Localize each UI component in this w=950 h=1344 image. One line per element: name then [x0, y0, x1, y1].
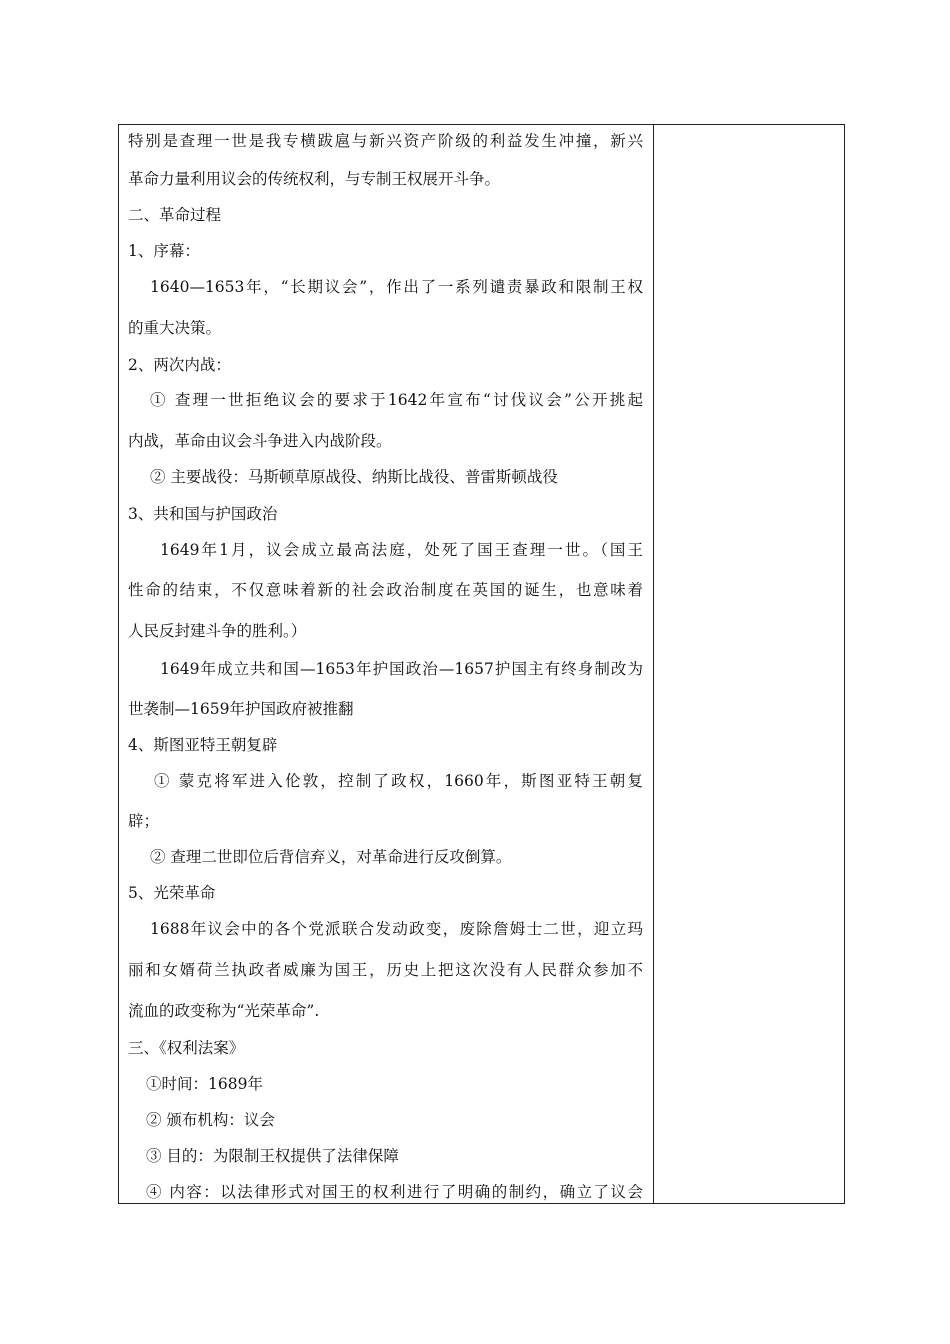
text-line: 世袭制—1659年护国政府被推翻: [128, 700, 354, 718]
text-line: 丽和女婿荷兰执政者威廉为国王，历史上把这次没有人民群众参加不: [128, 961, 643, 979]
text-line: ② 主要战役：马斯顿草原战役、纳斯比战役、普雷斯顿战役: [150, 468, 558, 486]
text-line: 1649年1月，议会成立最高法庭，处死了国王查理一世。（国王: [160, 541, 643, 559]
text-line: 人民反封建斗争的胜利。）: [128, 622, 307, 640]
text-line: ③ 目的：为限制王权提供了法律保障: [146, 1147, 399, 1165]
text-line: 特别是查理一世是我专横跋扈与新兴资产阶级的利益发生冲撞，新兴: [128, 132, 643, 150]
text-line: 内战，革命由议会斗争进入内战阶段。: [128, 432, 392, 450]
text-line: ④ 内容：以法律形式对国王的权利进行了明确的制约，确立了议会: [146, 1183, 643, 1201]
text-line: 1649年成立共和国—1653年护国政治—1657护国主有终身制改为: [160, 660, 643, 678]
text-line: 1640—1653年，“长期议会”，作出了一系列谴责暴政和限制王权: [150, 278, 643, 296]
text-line: ② 查理二世即位后背信弃义，对革命进行反攻倒算。: [150, 848, 512, 866]
section-heading: 二、革命过程: [128, 206, 222, 224]
text-line: 性命的结束，不仅意味着新的社会政治制度在英国的诞生，也意味着: [128, 581, 643, 599]
text-line: ② 颁布机构：议会: [146, 1111, 275, 1129]
subsection-heading: 1、序幕：: [128, 242, 200, 260]
subsection-heading: 5、光荣革命: [128, 884, 216, 902]
subsection-heading: 3、共和国与护国政治: [128, 505, 278, 523]
text-line: ①时间：1689年: [146, 1075, 263, 1093]
side-column: [654, 125, 844, 1203]
section-heading: 三、《权利法案》: [128, 1039, 245, 1057]
text-line: 流血的政变称为“光荣革命”.: [128, 1002, 320, 1020]
subsection-heading: 2、两次内战：: [128, 356, 231, 374]
text-line: 革命力量利用议会的传统权利，与专制王权展开斗争。: [128, 170, 501, 188]
text-line: ① 查理一世拒绝议会的要求于1642年宣布“讨伐议会”公开挑起: [150, 391, 643, 409]
text-line: 辟；: [128, 812, 160, 830]
text-line: 1688年议会中的各个党派联合发动政变，废除詹姆士二世，迎立玛: [150, 920, 643, 938]
text-line: 的重大决策。: [128, 319, 222, 337]
text-line: ① 蒙克将军进入伦敦，控制了政权，1660年，斯图亚特王朝复: [154, 772, 643, 790]
subsection-heading: 4、斯图亚特王朝复辟: [128, 736, 278, 754]
